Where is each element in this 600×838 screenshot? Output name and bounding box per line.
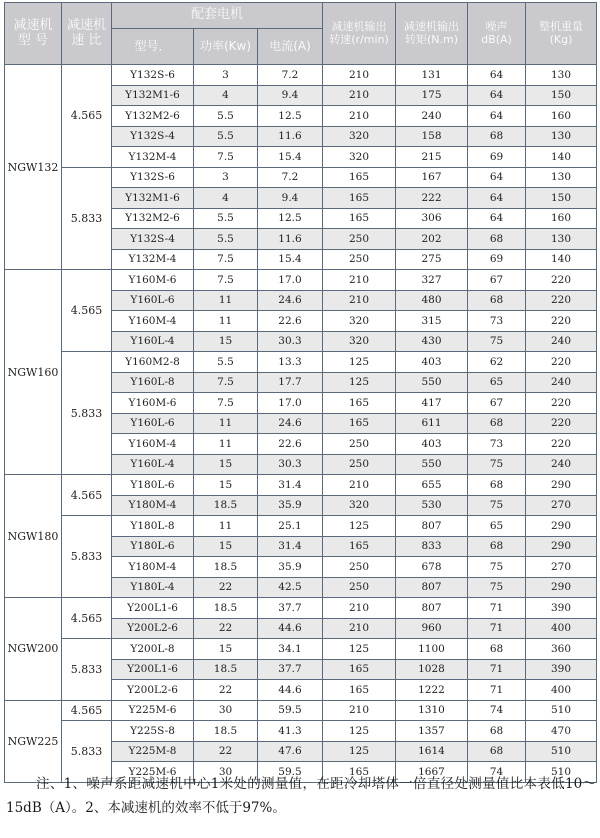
weight-cell: 470: [526, 721, 597, 742]
output-torque-cell: 417: [396, 393, 468, 414]
reducer-model-cell: NGW132: [5, 65, 62, 270]
output-speed-cell: 165: [323, 536, 396, 557]
motor-current-cell: 25.1: [258, 516, 323, 537]
motor-type-cell: Y160M-6: [112, 393, 194, 414]
weight-cell: 240: [526, 331, 597, 352]
output-torque-cell: 678: [396, 557, 468, 578]
output-torque-cell: 403: [396, 434, 468, 455]
motor-power-cell: 15: [194, 331, 258, 352]
output-speed-cell: 165: [323, 188, 396, 209]
motor-power-cell: 5.5: [194, 126, 258, 147]
output-torque-cell: 807: [396, 598, 468, 619]
noise-cell: 75: [468, 331, 526, 352]
weight-cell: 290: [526, 475, 597, 496]
motor-current-cell: 22.6: [258, 311, 323, 332]
motor-power-cell: 7.5: [194, 270, 258, 291]
speed-ratio-cell: 5.833: [62, 721, 112, 783]
weight-cell: 220: [526, 311, 597, 332]
motor-power-cell: 4: [194, 85, 258, 106]
weight-cell: 390: [526, 659, 597, 680]
motor-power-cell: 4: [194, 188, 258, 209]
output-speed-cell: 250: [323, 434, 396, 455]
motor-current-cell: 11.6: [258, 126, 323, 147]
motor-power-cell: 22: [194, 618, 258, 639]
motor-current-cell: 35.9: [258, 495, 323, 516]
weight-cell: 150: [526, 85, 597, 106]
motor-power-cell: 5.5: [194, 229, 258, 250]
noise-cell: 74: [468, 762, 526, 783]
weight-cell: 130: [526, 65, 597, 86]
motor-power-cell: 3: [194, 65, 258, 86]
output-speed-cell: 210: [323, 618, 396, 639]
weight-cell: 220: [526, 290, 597, 311]
noise-cell: 73: [468, 434, 526, 455]
weight-cell: 240: [526, 454, 597, 475]
noise-cell: 71: [468, 680, 526, 701]
motor-power-cell: 11: [194, 434, 258, 455]
output-torque-cell: 1667: [396, 762, 468, 783]
header-output-torque: 减速机输出 转矩(N.m): [396, 3, 468, 65]
motor-type-cell: Y160M-4: [112, 434, 194, 455]
weight-cell: 290: [526, 577, 597, 598]
table-row: [5, 639, 597, 660]
noise-cell: 71: [468, 598, 526, 619]
motor-power-cell: 15: [194, 639, 258, 660]
motor-power-cell: 18.5: [194, 598, 258, 619]
motor-current-cell: 47.6: [258, 741, 323, 762]
motor-power-cell: 18.5: [194, 659, 258, 680]
output-speed-cell: 320: [323, 495, 396, 516]
table-row: [5, 65, 597, 86]
output-speed-cell: 250: [323, 557, 396, 578]
noise-cell: 68: [468, 475, 526, 496]
weight-cell: 150: [526, 188, 597, 209]
output-torque-cell: 430: [396, 331, 468, 352]
motor-power-cell: 11: [194, 413, 258, 434]
weight-cell: 360: [526, 639, 597, 660]
reducer-model-cell: NGW180: [5, 475, 62, 598]
motor-power-cell: 30: [194, 700, 258, 721]
output-speed-cell: 125: [323, 741, 396, 762]
motor-type-cell: Y200L2-6: [112, 680, 194, 701]
motor-power-cell: 18.5: [194, 557, 258, 578]
noise-cell: 68: [468, 413, 526, 434]
reducer-model-cell: NGW200: [5, 598, 62, 701]
output-torque-cell: 1028: [396, 659, 468, 680]
motor-type-cell: Y160M2-8: [112, 352, 194, 373]
table-row: [5, 475, 597, 496]
motor-power-cell: 7.5: [194, 372, 258, 393]
output-speed-cell: 165: [323, 762, 396, 783]
motor-power-cell: 22: [194, 741, 258, 762]
noise-cell: 64: [468, 167, 526, 188]
output-torque-cell: 530: [396, 495, 468, 516]
output-speed-cell: 210: [323, 290, 396, 311]
noise-cell: 65: [468, 372, 526, 393]
noise-cell: 68: [468, 290, 526, 311]
output-torque-cell: 327: [396, 270, 468, 291]
table-body: [5, 65, 597, 783]
noise-cell: 68: [468, 536, 526, 557]
weight-cell: 400: [526, 618, 597, 639]
output-torque-cell: 202: [396, 229, 468, 250]
speed-ratio-cell: 5.833: [62, 352, 112, 475]
motor-current-cell: 9.4: [258, 188, 323, 209]
output-torque-cell: 550: [396, 454, 468, 475]
motor-type-cell: Y132M2-6: [112, 106, 194, 127]
output-speed-cell: 250: [323, 577, 396, 598]
motor-type-cell: Y160L-4: [112, 331, 194, 352]
motor-type-cell: Y225M-8: [112, 741, 194, 762]
motor-current-cell: 9.4: [258, 85, 323, 106]
motor-current-cell: 44.6: [258, 680, 323, 701]
motor-current-cell: 11.6: [258, 229, 323, 250]
weight-cell: 390: [526, 598, 597, 619]
motor-type-cell: Y132S-6: [112, 65, 194, 86]
motor-type-cell: Y160L-6: [112, 413, 194, 434]
header-weight: 整机重量 (Kg): [526, 3, 597, 65]
output-torque-cell: 550: [396, 372, 468, 393]
speed-ratio-cell: 4.565: [62, 598, 112, 639]
noise-cell: 75: [468, 495, 526, 516]
reducer-spec-table: [4, 2, 597, 783]
output-torque-cell: 215: [396, 147, 468, 168]
motor-current-cell: 42.5: [258, 577, 323, 598]
noise-cell: 69: [468, 147, 526, 168]
output-torque-cell: 807: [396, 577, 468, 598]
motor-current-cell: 22.6: [258, 434, 323, 455]
weight-cell: 240: [526, 372, 597, 393]
header-motor-type: 型号．: [112, 29, 194, 65]
motor-type-cell: Y180M-4: [112, 557, 194, 578]
output-speed-cell: 210: [323, 65, 396, 86]
motor-type-cell: Y225M-6: [112, 762, 194, 783]
output-speed-cell: 125: [323, 639, 396, 660]
motor-power-cell: 5.5: [194, 106, 258, 127]
motor-type-cell: Y132M-4: [112, 147, 194, 168]
output-speed-cell: 210: [323, 106, 396, 127]
noise-cell: 67: [468, 270, 526, 291]
motor-current-cell: 24.6: [258, 413, 323, 434]
motor-current-cell: 12.5: [258, 106, 323, 127]
weight-cell: 220: [526, 413, 597, 434]
output-speed-cell: 210: [323, 270, 396, 291]
motor-current-cell: 24.6: [258, 290, 323, 311]
motor-type-cell: Y200L-8: [112, 639, 194, 660]
output-speed-cell: 125: [323, 516, 396, 537]
header-motor-power: 功率(Kw): [194, 29, 258, 65]
noise-cell: 67: [468, 393, 526, 414]
motor-type-cell: Y180M-4: [112, 495, 194, 516]
noise-cell: 75: [468, 454, 526, 475]
noise-cell: 75: [468, 557, 526, 578]
output-torque-cell: 1614: [396, 741, 468, 762]
noise-cell: 71: [468, 659, 526, 680]
motor-power-cell: 15: [194, 475, 258, 496]
output-torque-cell: 1100: [396, 639, 468, 660]
output-torque-cell: 480: [396, 290, 468, 311]
header-ratio: 减速机 速 比: [62, 3, 112, 65]
output-speed-cell: 125: [323, 372, 396, 393]
motor-current-cell: 34.1: [258, 639, 323, 660]
motor-power-cell: 15: [194, 536, 258, 557]
weight-cell: 220: [526, 352, 597, 373]
motor-current-cell: 44.6: [258, 618, 323, 639]
weight-cell: 220: [526, 270, 597, 291]
motor-power-cell: 11: [194, 311, 258, 332]
motor-power-cell: 5.5: [194, 352, 258, 373]
output-torque-cell: 1310: [396, 700, 468, 721]
output-torque-cell: 960: [396, 618, 468, 639]
output-speed-cell: 210: [323, 85, 396, 106]
motor-power-cell: 7.5: [194, 147, 258, 168]
motor-current-cell: 30.3: [258, 454, 323, 475]
weight-cell: 160: [526, 106, 597, 127]
motor-type-cell: Y132S-4: [112, 229, 194, 250]
speed-ratio-cell: 4.565: [62, 65, 112, 168]
motor-type-cell: Y160M-6: [112, 270, 194, 291]
output-speed-cell: 165: [323, 680, 396, 701]
output-torque-cell: 158: [396, 126, 468, 147]
output-torque-cell: 403: [396, 352, 468, 373]
motor-current-cell: 41.3: [258, 721, 323, 742]
motor-current-cell: 35.9: [258, 557, 323, 578]
speed-ratio-cell: 4.565: [62, 700, 112, 721]
motor-current-cell: 37.7: [258, 659, 323, 680]
output-speed-cell: 320: [323, 331, 396, 352]
motor-current-cell: 30.3: [258, 331, 323, 352]
output-torque-cell: 1222: [396, 680, 468, 701]
output-speed-cell: 165: [323, 659, 396, 680]
output-speed-cell: 320: [323, 126, 396, 147]
output-speed-cell: 250: [323, 454, 396, 475]
motor-current-cell: 15.4: [258, 147, 323, 168]
weight-cell: 270: [526, 557, 597, 578]
motor-current-cell: 59.5: [258, 762, 323, 783]
motor-power-cell: 7.5: [194, 393, 258, 414]
motor-type-cell: Y225M-6: [112, 700, 194, 721]
noise-cell: 64: [468, 188, 526, 209]
motor-current-cell: 7.2: [258, 167, 323, 188]
motor-current-cell: 17.0: [258, 270, 323, 291]
table-row: [5, 516, 597, 537]
output-speed-cell: 210: [323, 475, 396, 496]
noise-cell: 65: [468, 516, 526, 537]
output-torque-cell: 833: [396, 536, 468, 557]
footnote: 注、1、噪声系距减速机中心1米处的测量值，在距冷却塔体一倍直径处测量值比本表低10～15dB（A）。2、本减速机的效率不低于97%。: [6, 776, 596, 816]
speed-ratio-cell: 5.833: [62, 516, 112, 598]
motor-type-cell: Y132S-6: [112, 167, 194, 188]
motor-power-cell: 30: [194, 762, 258, 783]
output-torque-cell: 275: [396, 249, 468, 270]
noise-cell: 68: [468, 229, 526, 250]
reducer-model-cell: NGW225: [5, 700, 62, 782]
output-speed-cell: 125: [323, 721, 396, 742]
motor-type-cell: Y200L1-6: [112, 598, 194, 619]
header-motor-current: 电流(A): [258, 29, 323, 65]
weight-cell: 140: [526, 147, 597, 168]
motor-current-cell: 17.0: [258, 393, 323, 414]
motor-current-cell: 17.7: [258, 372, 323, 393]
speed-ratio-cell: 4.565: [62, 270, 112, 352]
noise-cell: 64: [468, 208, 526, 229]
weight-cell: 220: [526, 434, 597, 455]
motor-power-cell: 7.5: [194, 249, 258, 270]
motor-type-cell: Y180L-8: [112, 516, 194, 537]
output-torque-cell: 1357: [396, 721, 468, 742]
output-speed-cell: 210: [323, 598, 396, 619]
output-speed-cell: 125: [323, 352, 396, 373]
output-speed-cell: 165: [323, 208, 396, 229]
speed-ratio-cell: 5.833: [62, 167, 112, 270]
output-torque-cell: 611: [396, 413, 468, 434]
table-row: [5, 700, 597, 721]
output-torque-cell: 655: [396, 475, 468, 496]
motor-type-cell: Y132M1-6: [112, 85, 194, 106]
weight-cell: 220: [526, 393, 597, 414]
motor-power-cell: 22: [194, 680, 258, 701]
header-noise: 噪声 dB(A): [468, 3, 526, 65]
output-speed-cell: 165: [323, 413, 396, 434]
weight-cell: 290: [526, 516, 597, 537]
motor-power-cell: 3: [194, 167, 258, 188]
motor-power-cell: 11: [194, 516, 258, 537]
weight-cell: 160: [526, 208, 597, 229]
motor-current-cell: 7.2: [258, 65, 323, 86]
output-speed-cell: 210: [323, 700, 396, 721]
table-header: [5, 3, 597, 65]
noise-cell: 68: [468, 639, 526, 660]
motor-type-cell: Y225S-8: [112, 721, 194, 742]
table-row: [5, 598, 597, 619]
output-speed-cell: 165: [323, 167, 396, 188]
table-row: [5, 270, 597, 291]
output-torque-cell: 131: [396, 65, 468, 86]
output-torque-cell: 240: [396, 106, 468, 127]
motor-current-cell: 59.5: [258, 700, 323, 721]
noise-cell: 73: [468, 311, 526, 332]
noise-cell: 71: [468, 618, 526, 639]
weight-cell: 140: [526, 249, 597, 270]
weight-cell: 510: [526, 762, 597, 783]
noise-cell: 64: [468, 65, 526, 86]
output-speed-cell: 320: [323, 147, 396, 168]
noise-cell: 64: [468, 106, 526, 127]
output-speed-cell: 250: [323, 229, 396, 250]
speed-ratio-cell: 5.833: [62, 639, 112, 701]
output-speed-cell: 250: [323, 249, 396, 270]
output-speed-cell: 165: [323, 393, 396, 414]
weight-cell: 130: [526, 229, 597, 250]
weight-cell: 400: [526, 680, 597, 701]
motor-type-cell: Y132M1-6: [112, 188, 194, 209]
table-row: [5, 167, 597, 188]
output-speed-cell: 320: [323, 311, 396, 332]
output-torque-cell: 807: [396, 516, 468, 537]
motor-type-cell: Y180L-6: [112, 536, 194, 557]
weight-cell: 130: [526, 167, 597, 188]
output-torque-cell: 167: [396, 167, 468, 188]
motor-type-cell: Y180L-4: [112, 577, 194, 598]
motor-current-cell: 12.5: [258, 208, 323, 229]
motor-type-cell: Y160L-6: [112, 290, 194, 311]
noise-cell: 75: [468, 577, 526, 598]
motor-current-cell: 15.4: [258, 249, 323, 270]
motor-type-cell: Y160M-4: [112, 311, 194, 332]
motor-type-cell: Y132M-4: [112, 249, 194, 270]
motor-type-cell: Y200L2-6: [112, 618, 194, 639]
speed-ratio-cell: 4.565: [62, 475, 112, 516]
header-output-speed: 减速机输出 转速(r/min): [323, 3, 396, 65]
noise-cell: 62: [468, 352, 526, 373]
motor-type-cell: Y180L-6: [112, 475, 194, 496]
motor-type-cell: Y200L1-6: [112, 659, 194, 680]
noise-cell: 64: [468, 85, 526, 106]
reducer-model-cell: NGW160: [5, 270, 62, 475]
motor-type-cell: Y160L-8: [112, 372, 194, 393]
motor-power-cell: 18.5: [194, 721, 258, 742]
motor-power-cell: 15: [194, 454, 258, 475]
output-torque-cell: 315: [396, 311, 468, 332]
noise-cell: 68: [468, 721, 526, 742]
noise-cell: 74: [468, 700, 526, 721]
noise-cell: 69: [468, 249, 526, 270]
noise-cell: 68: [468, 126, 526, 147]
motor-current-cell: 31.4: [258, 536, 323, 557]
motor-type-cell: Y160L-4: [112, 454, 194, 475]
motor-current-cell: 37.7: [258, 598, 323, 619]
output-torque-cell: 175: [396, 85, 468, 106]
motor-type-cell: Y132M2-6: [112, 208, 194, 229]
motor-power-cell: 18.5: [194, 495, 258, 516]
weight-cell: 270: [526, 495, 597, 516]
motor-type-cell: Y132S-4: [112, 126, 194, 147]
header-model: 减速机 型 号: [5, 3, 62, 65]
header-motor-group: 配套电机: [112, 3, 323, 29]
motor-current-cell: 31.4: [258, 475, 323, 496]
output-torque-cell: 222: [396, 188, 468, 209]
motor-power-cell: 5.5: [194, 208, 258, 229]
output-torque-cell: 306: [396, 208, 468, 229]
motor-power-cell: 11: [194, 290, 258, 311]
weight-cell: 290: [526, 536, 597, 557]
table-row: [5, 352, 597, 373]
table-row: [5, 721, 597, 742]
noise-cell: 68: [468, 741, 526, 762]
weight-cell: 510: [526, 741, 597, 762]
weight-cell: 510: [526, 700, 597, 721]
motor-power-cell: 22: [194, 577, 258, 598]
motor-current-cell: 13.3: [258, 352, 323, 373]
weight-cell: 130: [526, 126, 597, 147]
